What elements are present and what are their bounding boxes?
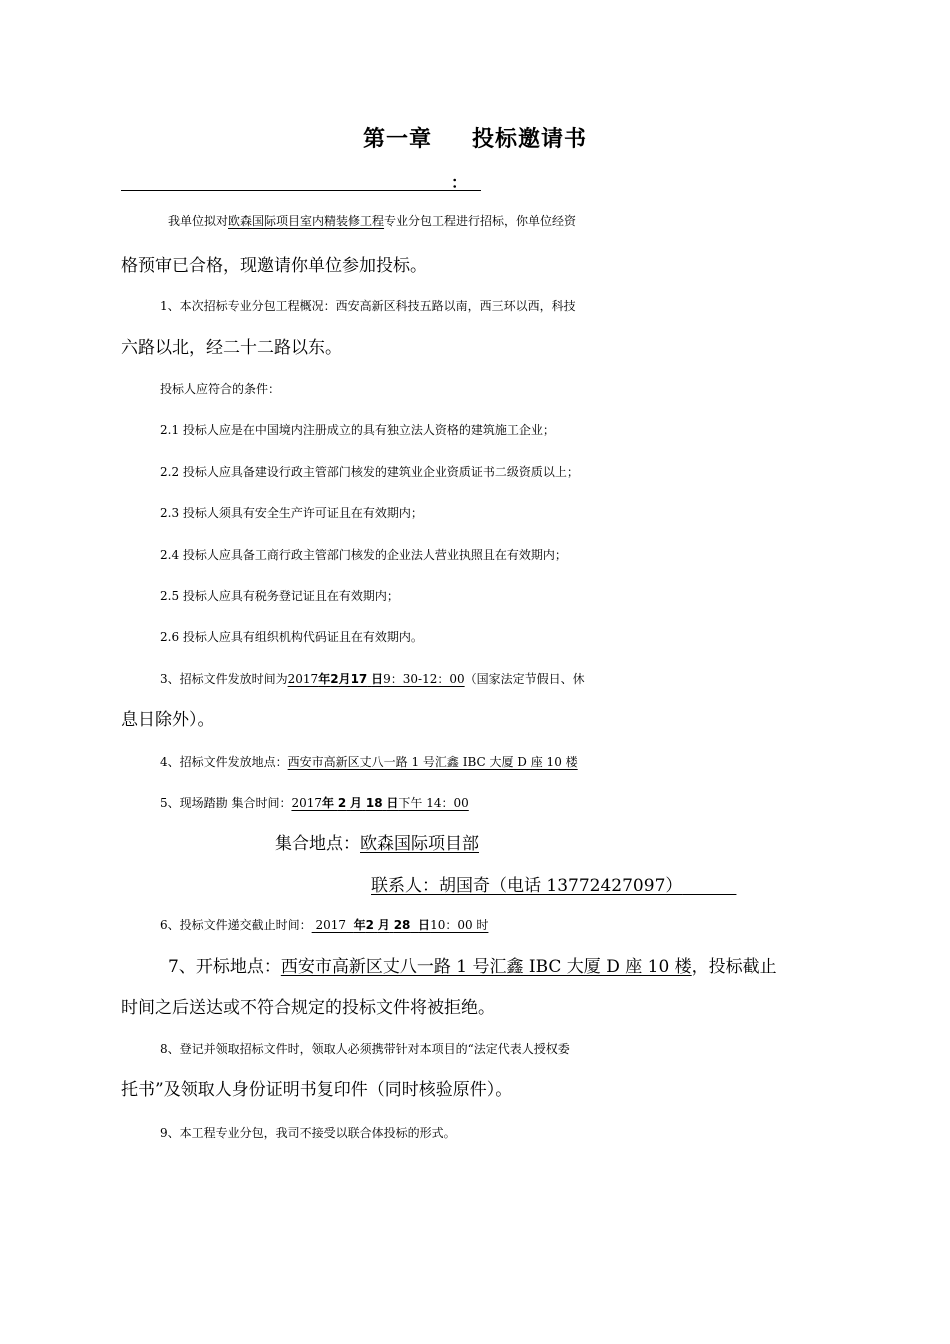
item1-line-1: 1、本次招标专业分包工程概况：西安高新区科技五路以南，西三环以西，科技	[160, 299, 576, 313]
page-title	[0, 122, 950, 153]
condition-item: 2.6 投标人应具有组织机构代码证且在有效期内。	[160, 630, 423, 644]
deadline-date: 2017 年2 月 28 日10：00 时	[315, 918, 489, 932]
item5-contact	[371, 874, 771, 898]
addressee-blank-line	[121, 172, 481, 191]
contact-person: 联系人：胡国奇（电话 13772427097）	[371, 876, 683, 896]
title-label: 投标邀请书	[472, 127, 588, 152]
condition-item: 2.5 投标人应具有税务登记证且在有效期内；	[160, 589, 399, 603]
issue-date: 2017年2月17 日9：30-12：00	[287, 672, 465, 686]
item8-line-2: 托书”及领取人身份证明书复印件（同时核验原件）。	[121, 1080, 513, 1100]
item3-line-1: 3、招标文件发放时间为2017年2月17 日9：30-12：00（国家法定节假日、休	[160, 672, 585, 686]
item6-line: 6、投标文件递交截止时间： 2017 年2 月 28 日10：00 时	[160, 918, 489, 932]
item4-line: 4、招标文件发放地点：西安市高新区丈八一路 1 号汇鑫 IBC 大厦 D 座 10 楼	[160, 755, 578, 769]
condition-item: 2.2 投标人应具备建设行政主管部门核发的建筑业企业资质证书二级资质以上；	[160, 465, 579, 479]
item9-line: 9、本工程专业分包，我司不接受以联合体投标的形式。	[160, 1126, 456, 1140]
item5-line-2: 集合地点：欧森国际项目部	[275, 834, 479, 854]
item7-line-2: 时间之后送达或不符合规定的投标文件将被拒绝。	[121, 998, 495, 1018]
item5-line-1: 5、现场踏勘 集合时间：2017年 2 月 18 日下午 14：00	[160, 796, 469, 810]
site-visit-place: 欧森国际项目部	[360, 834, 479, 854]
condition-item: 2.3 投标人须具有安全生产许可证且在有效期内；	[160, 506, 423, 520]
opening-location: 西安市高新区丈八一路 1 号汇鑫 IBC 大厦 D 座 10 楼	[280, 957, 692, 977]
intro-line-1: 我单位拟对欧森国际项目室内精装修工程专业分包工程进行招标，你单位经资	[168, 214, 577, 228]
intro-line-2: 格预审已合格，现邀请你单位参加投标。	[121, 256, 427, 276]
condition-item: 2.4 投标人应具备工商行政主管部门核发的企业法人营业执照且在有效期内；	[160, 548, 567, 562]
condition-item: 2.1 投标人应是在中国境内注册成立的具有独立法人资格的建筑施工企业；	[160, 423, 555, 437]
site-visit-date: 2017年 2 月 18 日下午 14：00	[291, 796, 469, 810]
project-name: 欧森国际项目室内精装修工程	[228, 214, 385, 228]
item8-line-1: 8、登记并领取招标文件时，领取人必须携带针对本项目的“法定代表人授权委	[160, 1042, 570, 1056]
addressee-colon: ：	[450, 173, 467, 192]
item3-line-2: 息日除外）。	[121, 710, 215, 730]
item1-line-2: 六路以北，经二十二路以东。	[121, 338, 342, 358]
conditions-heading: 投标人应符合的条件：	[160, 382, 281, 396]
chapter-label: 第一章	[362, 127, 432, 152]
issue-location: 西安市高新区丈八一路 1 号汇鑫 IBC 大厦 D 座 10 楼	[287, 755, 578, 769]
item7-line-1: 7、开标地点：西安市高新区丈八一路 1 号汇鑫 IBC 大厦 D 座 10 楼，投标截止	[168, 957, 777, 977]
